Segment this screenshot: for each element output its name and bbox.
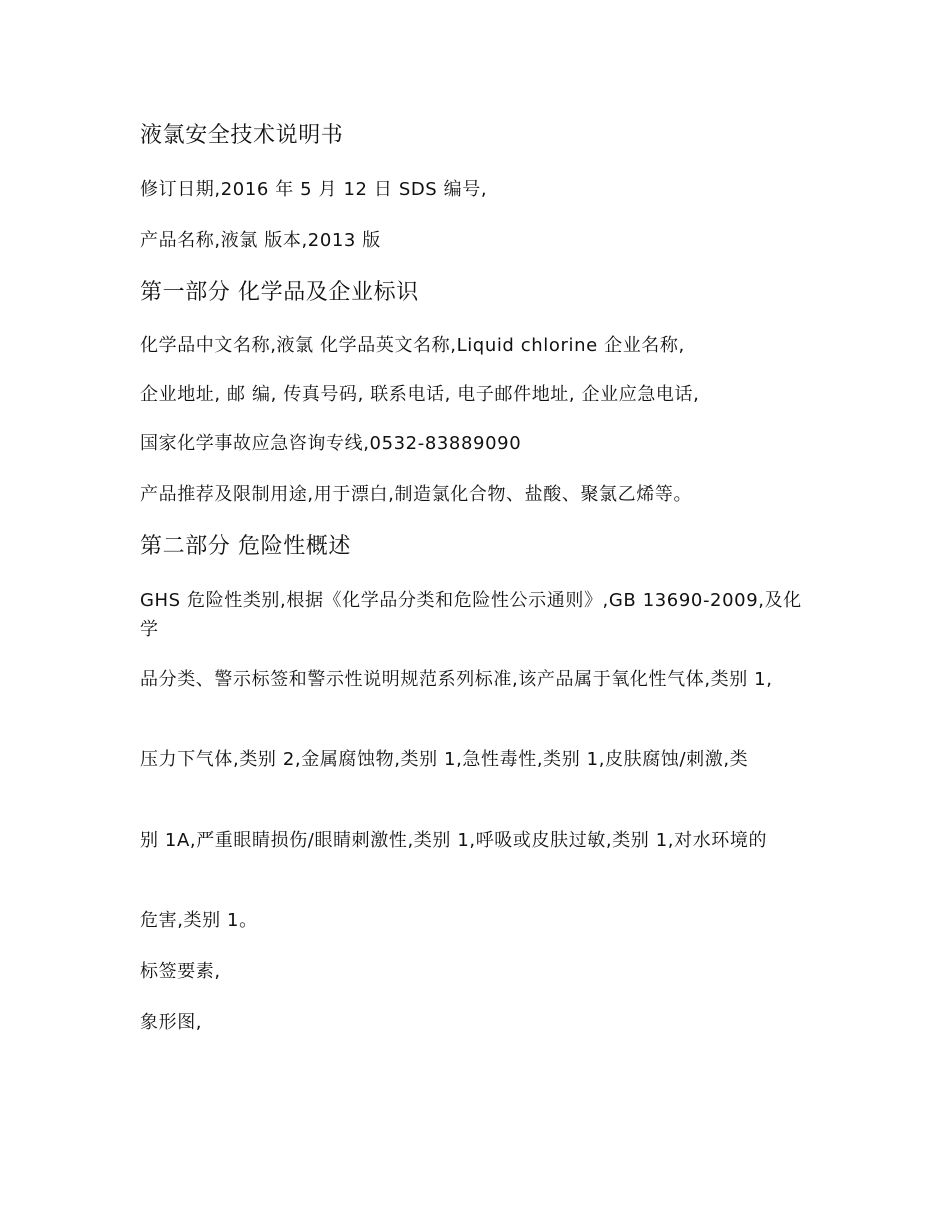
classification-paragraph-4: 危害,类别 1。 (140, 910, 258, 931)
recommended-use-line: 产品推荐及限制用途,用于漂白,制造氯化合物、盐酸、聚氯乙烯等。 (140, 484, 693, 505)
company-contact-line: 企业地址, 邮 编, 传真号码, 联系电话, 电子邮件地址, 企业应急电话, (140, 384, 700, 405)
document-title: 液氯安全技术说明书 (140, 123, 344, 148)
ghs-classification-paragraph: GHS 危险性类别,根据《化学品分类和危险性公示通则》,GB 13690-2009,及化学 (140, 590, 802, 640)
product-line: 产品名称,液氯 版本,2013 版 (140, 230, 381, 251)
classification-paragraph-2: 压力下气体,类别 2,金属腐蚀物,类别 1,急性毒性,类别 1,皮肤腐蚀/刺激,类 (140, 749, 749, 770)
section2-heading: 第二部分 危险性概述 (140, 534, 351, 559)
section1-heading: 第一部分 化学品及企业标识 (140, 280, 419, 305)
emergency-hotline-line: 国家化学事故应急咨询专线,0532-83889090 (140, 433, 522, 454)
classification-paragraph-1: 品分类、警示标签和警示性说明规范系列标准,该产品属于氧化性气体,类别 1, (140, 669, 773, 690)
revision-line: 修订日期,2016 年 5 月 12 日 SDS 编号, (140, 179, 488, 200)
classification-paragraph-3: 别 1A,严重眼睛损伤/眼睛刺激性,类别 1,呼吸或皮肤过敏,类别 1,对水环境的 (140, 830, 768, 851)
chemical-names-line: 化学品中文名称,液氯 化学品英文名称,Liquid chlorine 企业名称, (140, 335, 685, 356)
pictograms-line: 象形图, (140, 1012, 203, 1033)
label-elements-line: 标签要素, (140, 961, 221, 982)
